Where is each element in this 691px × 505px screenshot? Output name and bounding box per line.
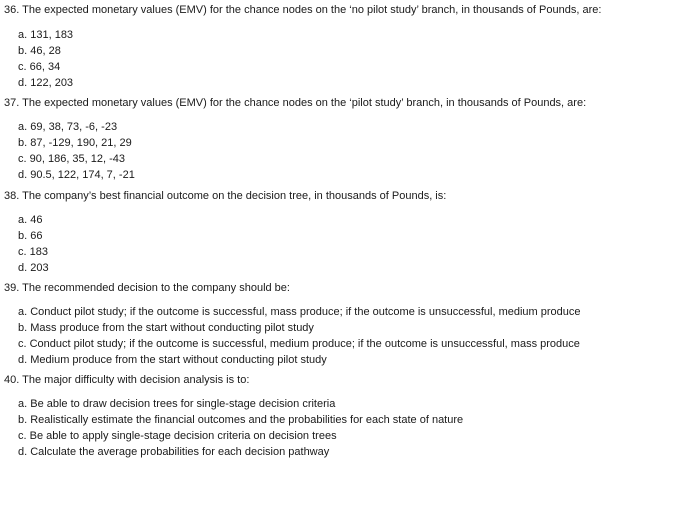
option-d: d. 203 — [18, 262, 49, 274]
option-b: b. Mass produce from the start without conducting pilot study — [18, 322, 314, 334]
option-a: a. Be able to draw decision trees for single-stage decision criteria — [18, 398, 336, 410]
option-list — [4, 214, 687, 275]
option-c: c. Conduct pilot study; if the outcome is successful, medium produce; if the outcome is unsuccessful, mass produce — [18, 338, 580, 350]
option-list — [4, 121, 687, 182]
option-a: a. 46 — [18, 214, 43, 226]
option-c: c. 66, 34 — [18, 61, 61, 73]
option-list — [4, 398, 687, 459]
question-text: 36. The expected monetary values (EMV) for the chance nodes on the ‘no pilot study’ branch, in thousands of Pounds, are: — [4, 4, 602, 16]
question-text: 40. The major difficulty with decision analysis is to: — [4, 374, 250, 386]
option-b: b. 87, -129, 190, 21, 29 — [18, 137, 132, 149]
option-d: d. Calculate the average probabilities for each decision pathway — [18, 446, 330, 458]
option-a: a. 131, 183 — [18, 29, 74, 41]
question-39 — [4, 282, 687, 367]
option-b: b. 46, 28 — [18, 45, 61, 57]
option-list — [4, 306, 687, 367]
question-list — [4, 4, 687, 462]
option-d: d. Medium produce from the start without conducting pilot study — [18, 354, 327, 366]
question-40 — [4, 374, 687, 459]
option-b: b. 66 — [18, 230, 43, 242]
option-a: a. 69, 38, 73, -6, -23 — [18, 121, 118, 133]
question-37 — [4, 97, 687, 182]
option-c: c. 183 — [18, 246, 48, 258]
option-d: d. 90.5, 122, 174, 7, -21 — [18, 169, 135, 181]
question-text: 39. The recommended decision to the company should be: — [4, 282, 290, 294]
option-a: a. Conduct pilot study; if the outcome is successful, mass produce; if the outcome is unsuccessful, medium produce — [18, 306, 581, 318]
question-38 — [4, 190, 687, 275]
option-c: c. Be able to apply single-stage decision criteria on decision trees — [18, 430, 337, 442]
option-c: c. 90, 186, 35, 12, -43 — [18, 153, 126, 165]
option-list — [4, 29, 687, 90]
question-text: 38. The company’s best financial outcome on the decision tree, in thousands of Pounds, is: — [4, 190, 447, 202]
question-36 — [4, 4, 687, 90]
question-text: 37. The expected monetary values (EMV) for the chance nodes on the ‘pilot study’ branch, in thousands of Pounds, are: — [4, 97, 587, 109]
option-b: b. Realistically estimate the financial outcomes and the probabilities for each state of nature — [18, 414, 464, 426]
option-d: d. 122, 203 — [18, 77, 74, 89]
